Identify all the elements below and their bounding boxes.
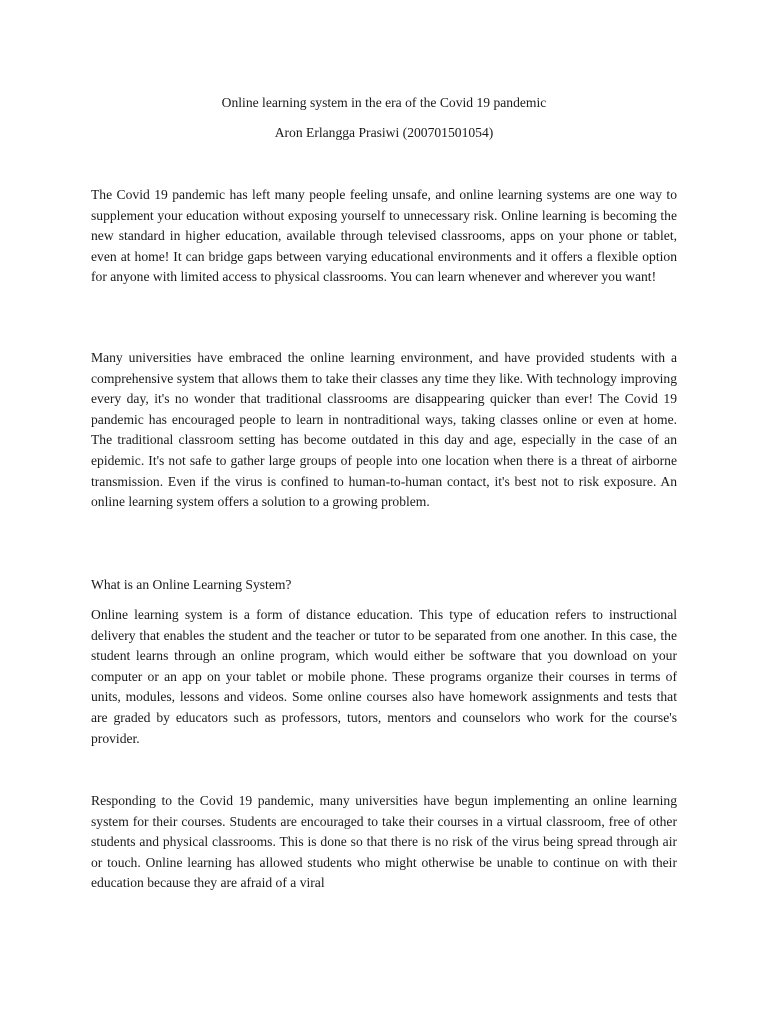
paragraph-definition: Online learning system is a form of distance education. This type of education refers to instructional delivery that enables the student and the teacher or tutor to be separated from one another. In this case, the student learns through an online program, which would either be software that you download on your computer or an app on your tablet or mobile phone. These programs organize their courses in terms of units, modules, lessons and videos. Some online courses also have homework assignments and tests that are graded by educators such as professors, tutors, mentors and counselors who work for the course's provider.: [91, 607, 677, 746]
paragraph-universities: Many universities have embraced the online learning environment, and have provided students with a comprehensive system that allows them to take their classes any time they like. With technology improving every day, it's no wonder that traditional classrooms are disappearing quicker than ever! The Covid 19 pandemic has encouraged people to learn in nontraditional ways, taking classes online or even at home. The traditional classroom setting has become outdated in this day and age, especially in the case of an epidemic. It's not safe to gather large groups of people into one location when there is a threat of airborne transmission. Even if the virus is confined to human-to-human contact, it's best not to risk exposure. An online learning system offers a solution to a growing problem.: [91, 350, 677, 510]
section-heading: What is an Online Learning System?: [91, 577, 292, 592]
document-title: Online learning system in the era of the Covid 19 pandemic: [221, 95, 547, 110]
paragraph-intro: The Covid 19 pandemic has left many people feeling unsafe, and online learning systems are one way to supplement your education without exposing yourself to unnecessary risk. Online learning is becoming the new standard in higher education, available through televised classrooms, apps on your phone or tablet, even at home! It can bridge gaps between varying educational environments and it offers a flexible option for anyone with limited access to physical classrooms. You can learn whenever and wherever you want!: [91, 187, 677, 285]
paragraph-response: Responding to the Covid 19 pandemic, many universities have begun implementing an online learning system for their courses. Students are encouraged to take their courses in a virtual classroom, free of other students and physical classrooms. This is done so that there is no risk of the virus being spread through air or touch. Online learning has allowed students who might otherwise be unable to continue on with their education because they are afraid of a viral: [91, 793, 677, 891]
document-author: Aron Erlangga Prasiwi (200701501054): [274, 125, 494, 140]
